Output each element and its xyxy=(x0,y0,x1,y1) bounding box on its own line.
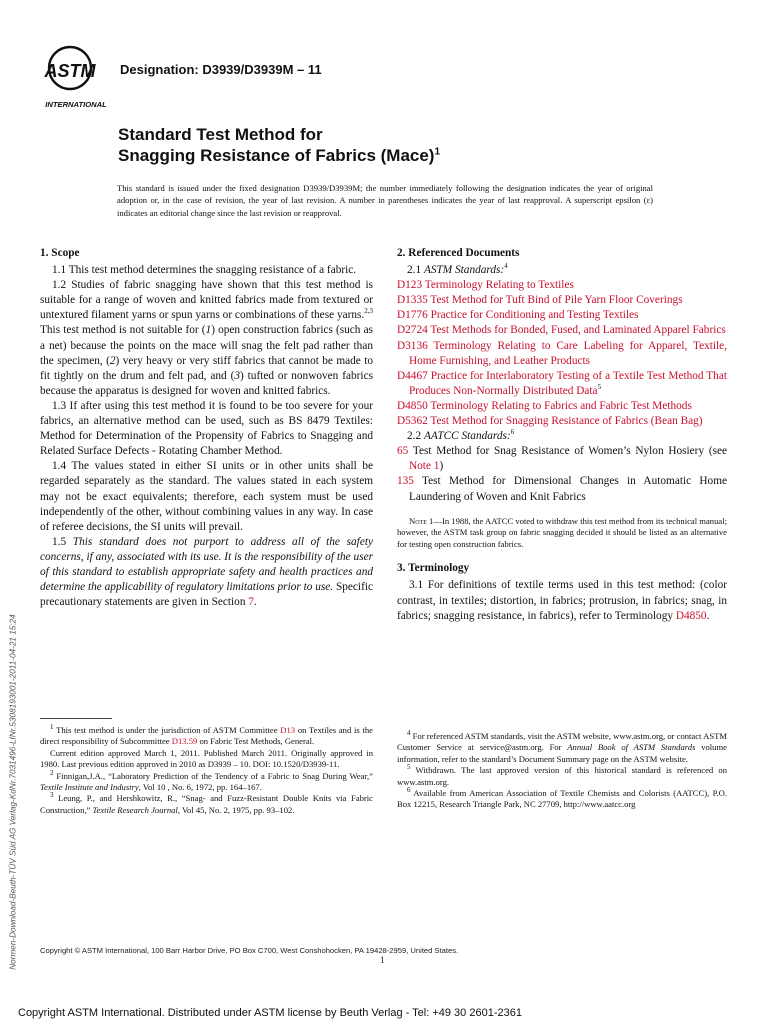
reference-item xyxy=(397,323,727,338)
reference-title-link[interactable]: Practice for Conditioning and Testing Textiles xyxy=(430,309,639,322)
reference-item: 65 Test Method for Snag Resistance of Women’s Nylon Hosiery (see Note 1) xyxy=(397,445,728,473)
reference-item xyxy=(397,414,727,429)
reference-title-link[interactable]: Terminology Relating to Textiles xyxy=(424,279,574,292)
designation: Designation: D3939/D3939M – 11 xyxy=(120,62,322,77)
note-1: Note 1—In 1988, the AATCC voted to withdraw this test method from its technical manual; however, the ASTM task group on fabric snagging decided it should be listed as an alternative for testing open construction fabrics. xyxy=(397,515,727,549)
title-line-2: Snagging Resistance of Fabrics (Mace) xyxy=(118,146,435,165)
download-stamp: Normen-Download-Beuth-TÜV Süd AG Verlag-KdNr.7031496-LfNr.5308193001-2011-04-21 15:24 xyxy=(8,614,18,970)
left-column xyxy=(40,246,373,610)
subcommittee-link[interactable]: D13.59 xyxy=(171,736,198,747)
footnote-3: $^3$ Leung, P., and Hershkowitz, R., “Snag- and Fuzz-Resistant Double Knits via Fabric Construction,” Textile Research Journal, Vol 45, No. 2, 1975, pp. 93–102. xyxy=(40,791,373,815)
reference-code-link[interactable]: 65 xyxy=(397,445,409,458)
para-1-1: 1.1 This test method determines the snagging resistance of a fabric. xyxy=(52,264,357,277)
section-terminology-heading: 3. Terminology xyxy=(397,562,470,575)
aatcc-standards-label: 2.2 AATCC Standards:$^6$ xyxy=(407,428,515,443)
reference-title-link[interactable]: Terminology Relating to Care Labeling for Apparel, Textile, Home Furnishing, and Leather Products xyxy=(409,339,727,367)
footnote-divider xyxy=(40,718,112,719)
para-1-2: 1.2 Studies of fabric snagging have shown that this test method is suitable for a range of woven and knitted fabrics made from textured or untextured filament yarns or spun yarns or combinations of these yarns.$^{2,3}$ This test method is not suitable for (1) open construction fabrics (such as a net) because the points on the mace will snag the felt pad rather than the specimen, (2) very heavy or very stiff fabrics that cannot be made to fit tightly on the drum and felt pad, and (3) tufted or nonwoven fabrics because the apparatus is designed for woven and knitted fabrics. xyxy=(40,279,373,397)
committee-link[interactable]: D13 xyxy=(280,725,296,735)
footnotes-left xyxy=(40,718,373,816)
page-title xyxy=(118,124,440,166)
para-1-5: 1.5 This standard does not purport to address all of the safety concerns, if any, associated with its use. It is the responsibility of the user of this standard to establish appropriate safety and health practices and determine the applicability of regulatory limitations prior to use. Specific precautionary statements are given in Section 7. xyxy=(40,535,373,609)
intro-paragraph: This standard is issued under the fixed designation D3939/D3939M; the number immediately following the designation indicates the year of original adoption or, in the case of revision, the year of last revision. A number in parentheses indicates the year of last reapproval. A superscript epsilon (ε) indicates an editorial change since the last revision or reapproval. xyxy=(117,183,653,218)
title-line-1: Standard Test Method for xyxy=(118,125,323,144)
reference-title-link[interactable]: Test Method for Tuft Bind of Pile Yarn Floor Coverings xyxy=(430,294,683,307)
copyright-line: Copyright © ASTM International, 100 Barr Harbor Drive, PO Box C700, West Conshohocken, PA 19428-2959, United States. xyxy=(40,946,459,955)
footnote-5: $^5$ Withdrawn. The last approved version of this historical standard is referenced on www.astm.org. xyxy=(397,763,727,787)
reference-code-link[interactable]: D5362 xyxy=(397,415,428,428)
note-1-link[interactable]: Note 1 xyxy=(409,460,440,473)
reference-code-link[interactable]: 135 xyxy=(397,475,414,488)
title-footnote-mark: 1 xyxy=(434,146,441,158)
footnotes-right xyxy=(397,731,727,811)
reference-title-link[interactable]: Test Method for Snagging Resistance of Fabrics (Bean Bag) xyxy=(430,415,703,428)
section-scope-heading: 1. Scope xyxy=(40,247,80,259)
footnote-4: $^4$ For referenced ASTM standards, visit the ASTM website, www.astm.org, or contact ASTM Customer Service at service@astm.org. For Annual Book of ASTM Standards volume information, refer to the standard’s Document Summary page on the ASTM website. xyxy=(397,729,727,764)
distribution-notice: Copyright ASTM International. Distributed under ASTM license by Beuth Verlag - Tel: +49 30 2601-2361 xyxy=(18,1007,522,1019)
footnote-6: $^6$ Available from American Association of Textile Chemists and Colorists (AATCC), P.O. Box 12215, Research Triangle Park, NC 27709, http://www.aatcc.org xyxy=(397,786,727,810)
reference-item xyxy=(397,339,727,369)
para-1-3: 1.3 If after using this test method it is found to be too severe for your fabrics, an alternative method can be used, such as BS 8479 Textiles: Method for Determination of the Propensity of Fabrics to Snagging and Related Surface Defects - Rotating Chamber Method. xyxy=(40,399,373,458)
right-column xyxy=(397,246,727,624)
section-referenced-heading: 2. Referenced Documents xyxy=(397,247,520,259)
section-7-link[interactable]: 7 xyxy=(248,596,254,609)
reference-code-link[interactable]: D1335 xyxy=(397,294,428,307)
reference-code-link[interactable]: D1776 xyxy=(397,309,428,322)
reference-item xyxy=(397,369,727,399)
reference-item xyxy=(397,399,727,414)
astm-reference-list xyxy=(397,278,727,429)
reference-title-link[interactable]: Practice for Interlaboratory Testing of a Textile Test Method That Produces Non-Normally Distributed Data xyxy=(409,369,727,397)
reference-item xyxy=(397,308,727,323)
svg-text:INTERNATIONAL: INTERNATIONAL xyxy=(45,100,107,109)
svg-text:ASTM: ASTM xyxy=(44,61,96,81)
para-3-1: 3.1 For definitions of textile terms used in this test method: (color contrast, in textiles; distortion, in fabrics; protrusion, in fabrics; snag, in fabrics; snagging resistance, in fabrics), refer to Terminology D4850. xyxy=(397,579,727,622)
reference-code-link[interactable]: D123 xyxy=(397,279,423,292)
reference-title-link[interactable]: Terminology Relating to Fabrics and Fabric Test Methods xyxy=(430,399,692,412)
para-1-4: 1.4 The values stated in either SI units or in other units shall be regarded separately as the standard. The values stated in each system may not be exact equivalents; therefore, each system must be used independently of the other, without combining values in any way. In case of referee decisions, the SI units will prevail. xyxy=(40,460,373,533)
reference-code-link[interactable]: D2724 xyxy=(397,324,428,337)
footnote-1-edition: Current edition approved March 1, 2011. Published March 2011. Originally approved in 1980. Last previous edition approved in 2010 as D3939 – 10. DOI: 10.1520/D3939-11. xyxy=(40,747,373,770)
reference-item: 135 Test Method for Dimensional Changes in Automatic Home Laundering of Woven and Knit Fabrics xyxy=(397,475,728,503)
astm-logo xyxy=(40,44,112,112)
reference-footnote-mark: 5 xyxy=(597,383,602,392)
page-number: 1 xyxy=(380,955,385,965)
astm-standards-label: 2.1 ASTM Standards:$^4$ xyxy=(407,262,508,277)
d4850-link[interactable]: D4850 xyxy=(675,609,707,622)
reference-item xyxy=(397,293,727,308)
reference-code-link[interactable]: D3136 xyxy=(397,339,428,352)
footnote-1: $^1$ This test method is under the jurisdiction of ASTM Committee D13 on Textiles and is the direct responsibility of Subcommittee D13.59 on Fabric Test Methods, General. xyxy=(40,723,373,747)
reference-title-link[interactable]: Test Methods for Bonded, Fused, and Laminated Apparel Fabrics xyxy=(430,324,726,337)
footnote-2: $^2$ Finnigan,J.A., “Laboratory Prediction of the Tendency of a Fabric to Snag During Wear,” Textile Institute and Industry, Vol 10 , No. 6, 1972, pp. 164–167. xyxy=(40,768,373,793)
reference-item xyxy=(397,278,727,293)
reference-code-link[interactable]: D4850 xyxy=(397,399,428,412)
reference-code-link[interactable]: D4467 xyxy=(397,369,428,382)
